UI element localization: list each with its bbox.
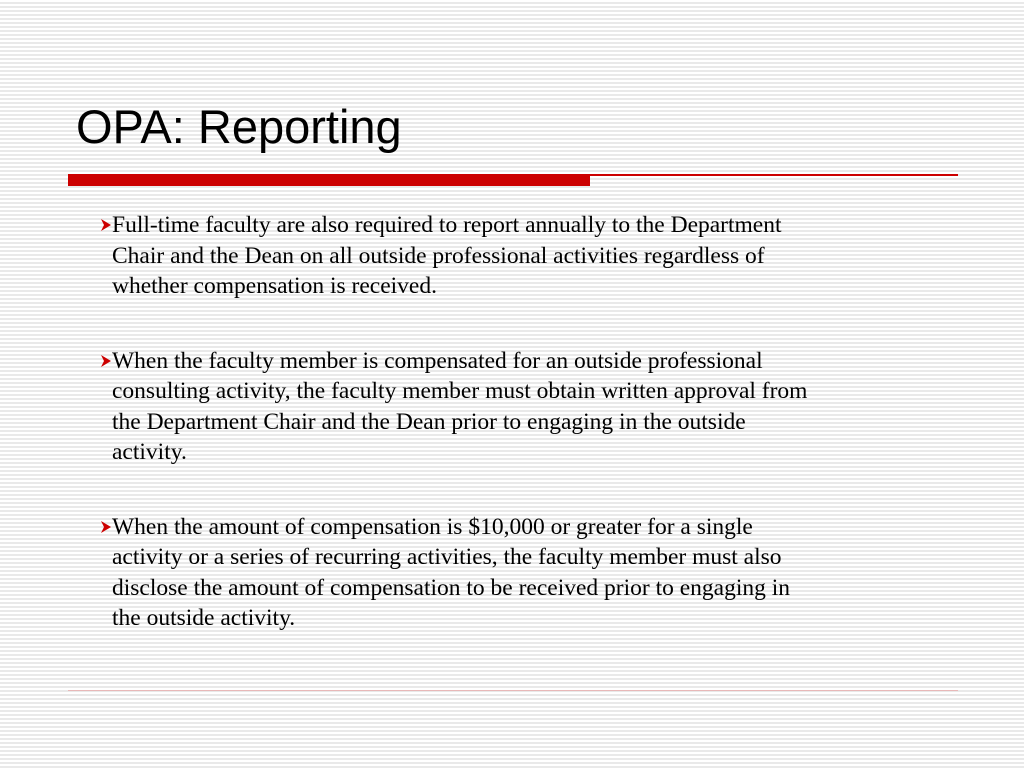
bullet-line: When the faculty member is compensated for an outside professional [112,347,763,374]
bullet-line: Full-time faculty are also required to report annually to the Department [112,212,782,238]
bullet-line: activity. [112,439,187,465]
bullet-item [94,210,964,302]
bullet-item [94,512,964,634]
bullet-line: the outside activity. [112,605,296,631]
bullet-line: the Department Chair and the Dean prior to engaging in the outside [112,408,746,435]
arrow-right-icon [100,520,112,534]
arrow-right-icon [100,218,112,232]
bullet-list [94,210,964,678]
slide-title: OPA: Reporting [76,100,402,153]
bullet-line: When the amount of compensation is $10,000 or greater for a single [112,513,753,540]
bullet-line: Chair and the Dean on all outside professional activities regardless of [112,242,765,269]
title-underline-thin [590,174,958,176]
bullet-text [112,210,964,302]
bullet-line: activity or a series of recurring activities, the faculty member must also [112,544,782,570]
title-underline [68,174,958,186]
bullet-line: consulting activity, the faculty member must obtain written approval from [112,378,808,404]
title-underline-thick [68,174,590,186]
bullet-line: disclose the amount of compensation to be received prior to engaging in [112,574,791,601]
arrow-right-icon [100,354,112,368]
footer-divider [68,690,958,691]
bullet-text [112,512,964,634]
bullet-line: whether compensation is received. [112,273,437,299]
bullet-text [112,346,964,468]
bullet-item [94,346,964,468]
